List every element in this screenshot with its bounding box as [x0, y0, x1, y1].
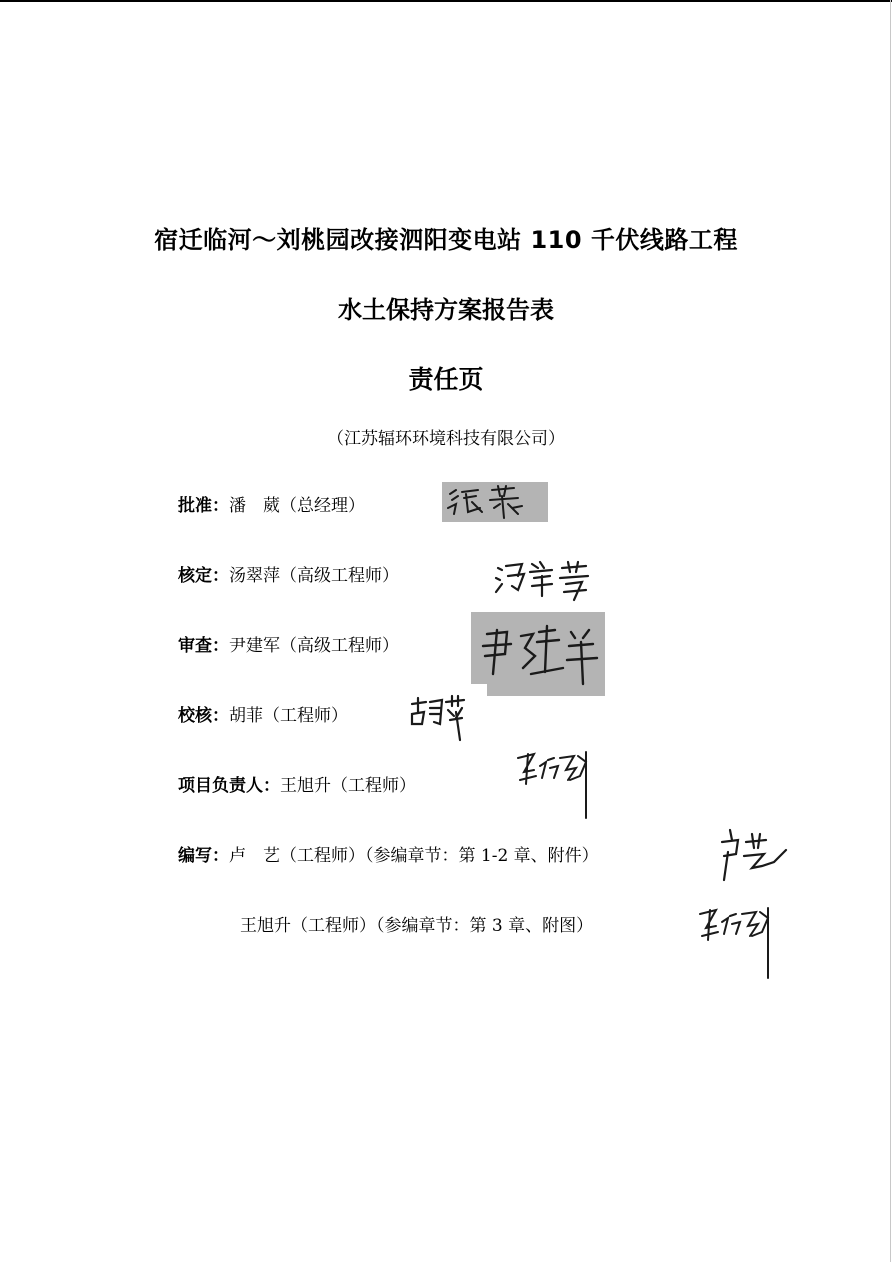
review-row: [178, 634, 399, 658]
top-border-line: [0, 0, 892, 2]
proofread-role: 校核：: [178, 706, 229, 726]
proofread-row: [178, 704, 348, 728]
verification-role: 核定：: [178, 566, 229, 586]
project-lead-signature: [512, 748, 596, 820]
project-title: 宿迁临河～刘桃园改接泗阳变电站 110 千伏线路工程: [154, 226, 738, 254]
verification-person: 汤翠萍（高级工程师）: [229, 566, 399, 586]
author-person: 卢 艺（工程师）（参编章节：第 1-2 章、附件）: [229, 846, 599, 866]
author-row-2: [240, 914, 593, 938]
approval-row: [178, 494, 365, 518]
verification-signature: [490, 556, 600, 604]
author-row: [178, 844, 599, 868]
company-name: （江苏辐环环境科技有限公司）: [327, 429, 565, 449]
author-role: 编写：: [178, 846, 229, 866]
approval-signature: [442, 482, 548, 522]
project-lead-row: [178, 774, 416, 798]
right-border-line: [890, 0, 891, 1262]
review-role: 审查：: [178, 636, 229, 656]
page-title: 责任页: [408, 365, 484, 394]
project-lead-person: 王旭升（工程师）: [280, 776, 416, 796]
review-signature: [471, 612, 605, 696]
author-2-person: 王旭升（工程师）（参编章节：第 3 章、附图）: [240, 916, 594, 936]
proofread-person: 胡菲（工程师）: [229, 706, 348, 726]
approval-role: 批准：: [178, 496, 229, 516]
approval-person: 潘 葳（总经理）: [229, 496, 365, 516]
author-signature: [718, 826, 790, 884]
report-title: 水土保持方案报告表: [338, 296, 554, 324]
verification-row: [178, 564, 399, 588]
review-person: 尹建军（高级工程师）: [229, 636, 399, 656]
project-lead-role: 项目负责人：: [178, 776, 280, 796]
proofread-signature: [406, 694, 470, 744]
author-2-signature: [694, 904, 778, 980]
